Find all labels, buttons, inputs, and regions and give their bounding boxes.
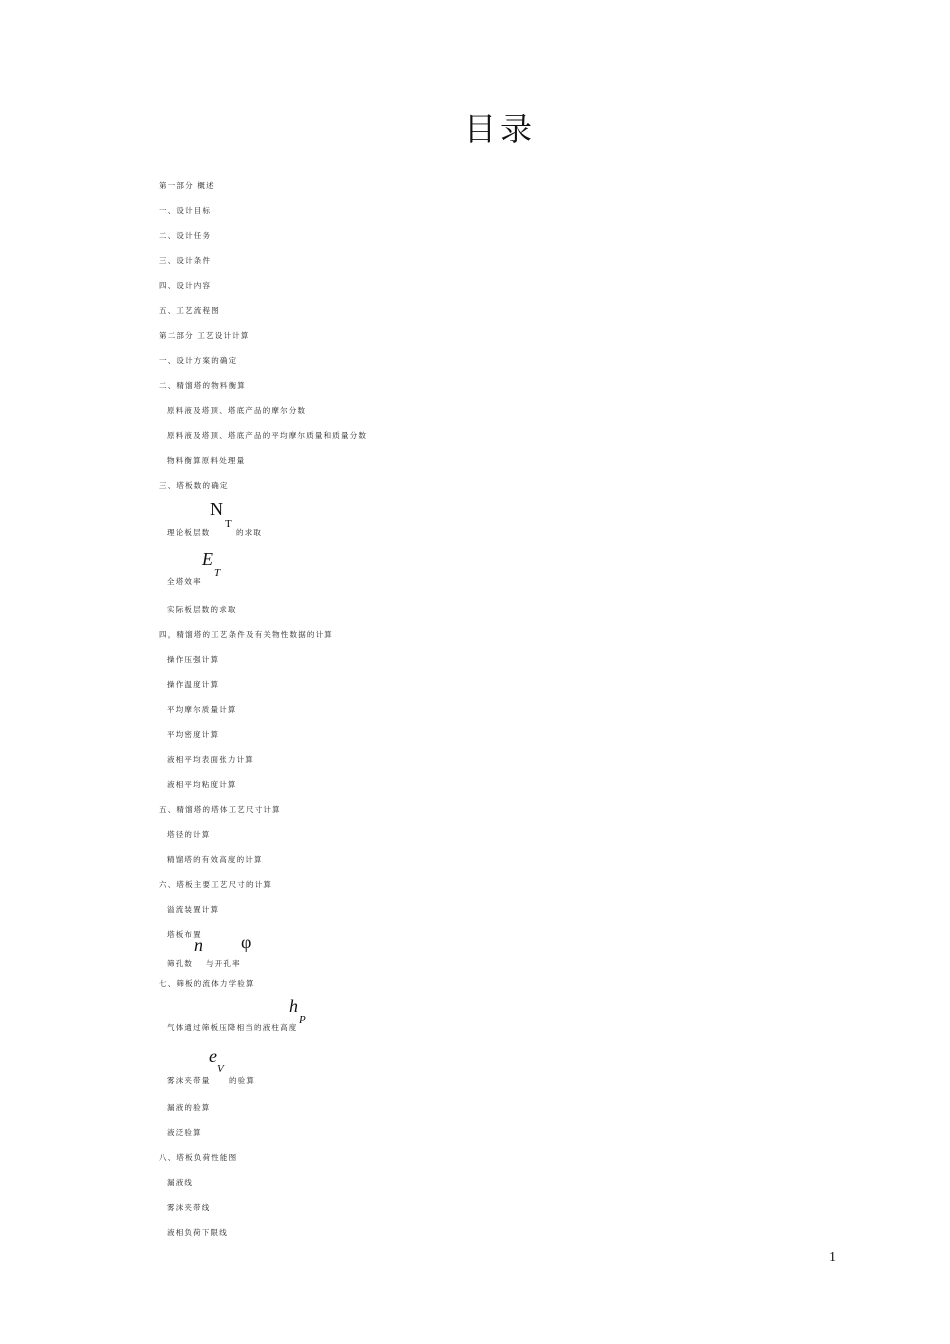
toc-entry[interactable]: 漏液线 — [167, 1178, 194, 1187]
toc-entry[interactable]: 三、设计条件 — [159, 256, 212, 265]
page-number: 1 — [829, 1250, 836, 1265]
toc-entry[interactable]: 塔板布置 — [167, 930, 202, 939]
toc-entry[interactable]: 雾沫夹带线 — [167, 1203, 211, 1212]
toc-entry[interactable]: 操作压强计算 — [167, 655, 220, 664]
toc-entry[interactable]: 物料衡算原料处理量 — [167, 456, 246, 465]
toc-entry[interactable]: 八、塔板负荷性能图 — [159, 1153, 238, 1162]
toc-entry[interactable]: 液相负荷下限线 — [167, 1228, 228, 1237]
toc-entry[interactable]: 五、工艺流程图 — [159, 306, 220, 315]
symbol-e: e — [209, 1046, 217, 1066]
toc-entry[interactable]: 实际板层数的求取 — [167, 605, 237, 614]
toc-entry[interactable]: 第二部分 工艺设计计算 — [159, 331, 250, 340]
symbol-h: h — [289, 996, 298, 1016]
subscript-T: T — [214, 567, 221, 579]
subscript-V: V — [217, 1063, 224, 1075]
symbol-phi: φ — [241, 932, 252, 952]
toc-entry[interactable]: 液相平均粘度计算 — [167, 780, 237, 789]
toc-entry[interactable]: 七、筛板的流体力学验算 — [159, 979, 255, 988]
subscript-T: T — [225, 518, 232, 530]
toc-entry-suffix[interactable]: 的验算 — [229, 1076, 256, 1085]
toc-entry[interactable]: 二、精馏塔的物料衡算 — [159, 381, 246, 390]
toc-entry[interactable]: 筛孔数 — [167, 959, 194, 968]
symbol-N: N — [210, 499, 223, 519]
toc-entry[interactable]: 第一部分 概述 — [159, 181, 215, 190]
symbol-n: n — [194, 935, 203, 955]
symbol-E: E — [202, 549, 213, 569]
toc-entry-suffix[interactable]: 与开孔率 — [206, 959, 241, 968]
toc-entry[interactable]: 精馏塔的有效高度的计算 — [167, 855, 263, 864]
toc-entry[interactable]: 一、设计方案的确定 — [159, 356, 238, 365]
toc-entry[interactable]: 一、设计目标 — [159, 206, 212, 215]
toc-entry-suffix[interactable]: 的求取 — [236, 528, 263, 537]
toc-entry[interactable]: 气体通过筛板压降相当的液柱高度 — [167, 1023, 298, 1032]
toc-entry[interactable]: 液相平均表面张力计算 — [167, 755, 254, 764]
toc-entry[interactable]: 二、设计任务 — [159, 231, 212, 240]
toc-entry[interactable]: 原料液及塔顶、塔底产品的摩尔分数 — [167, 406, 307, 415]
toc-entry[interactable]: 五、精馏塔的塔体工艺尺寸计算 — [159, 805, 281, 814]
toc-entry[interactable]: 平均密度计算 — [167, 730, 220, 739]
toc-entry[interactable]: 四、设计内容 — [159, 281, 212, 290]
toc-entry[interactable]: 溢流装置计算 — [167, 905, 220, 914]
page-title: 目录 — [463, 110, 536, 148]
toc-entry[interactable]: 平均摩尔质量计算 — [167, 705, 237, 714]
toc-entry[interactable]: 三、塔板数的确定 — [159, 481, 229, 490]
toc-entry[interactable]: 漏液的验算 — [167, 1103, 211, 1112]
toc-entry[interactable]: 四，精馏塔的工艺条件及有关物性数据的计算 — [159, 630, 333, 639]
toc-entry[interactable]: 理论板层数 — [167, 528, 211, 537]
toc-entry[interactable]: 全塔效率 — [167, 577, 202, 586]
subscript-P: P — [299, 1014, 306, 1026]
toc-entry[interactable]: 六、塔板主要工艺尺寸的计算 — [159, 880, 273, 889]
toc-entry[interactable]: 液泛验算 — [167, 1128, 202, 1137]
toc-entry[interactable]: 雾沫夹带量 — [167, 1076, 211, 1085]
toc-entry[interactable]: 原料液及塔顶、塔底产品的平均摩尔质量和质量分数 — [167, 431, 368, 440]
toc-entry[interactable]: 塔径的计算 — [167, 830, 211, 839]
toc-entry[interactable]: 操作温度计算 — [167, 680, 220, 689]
